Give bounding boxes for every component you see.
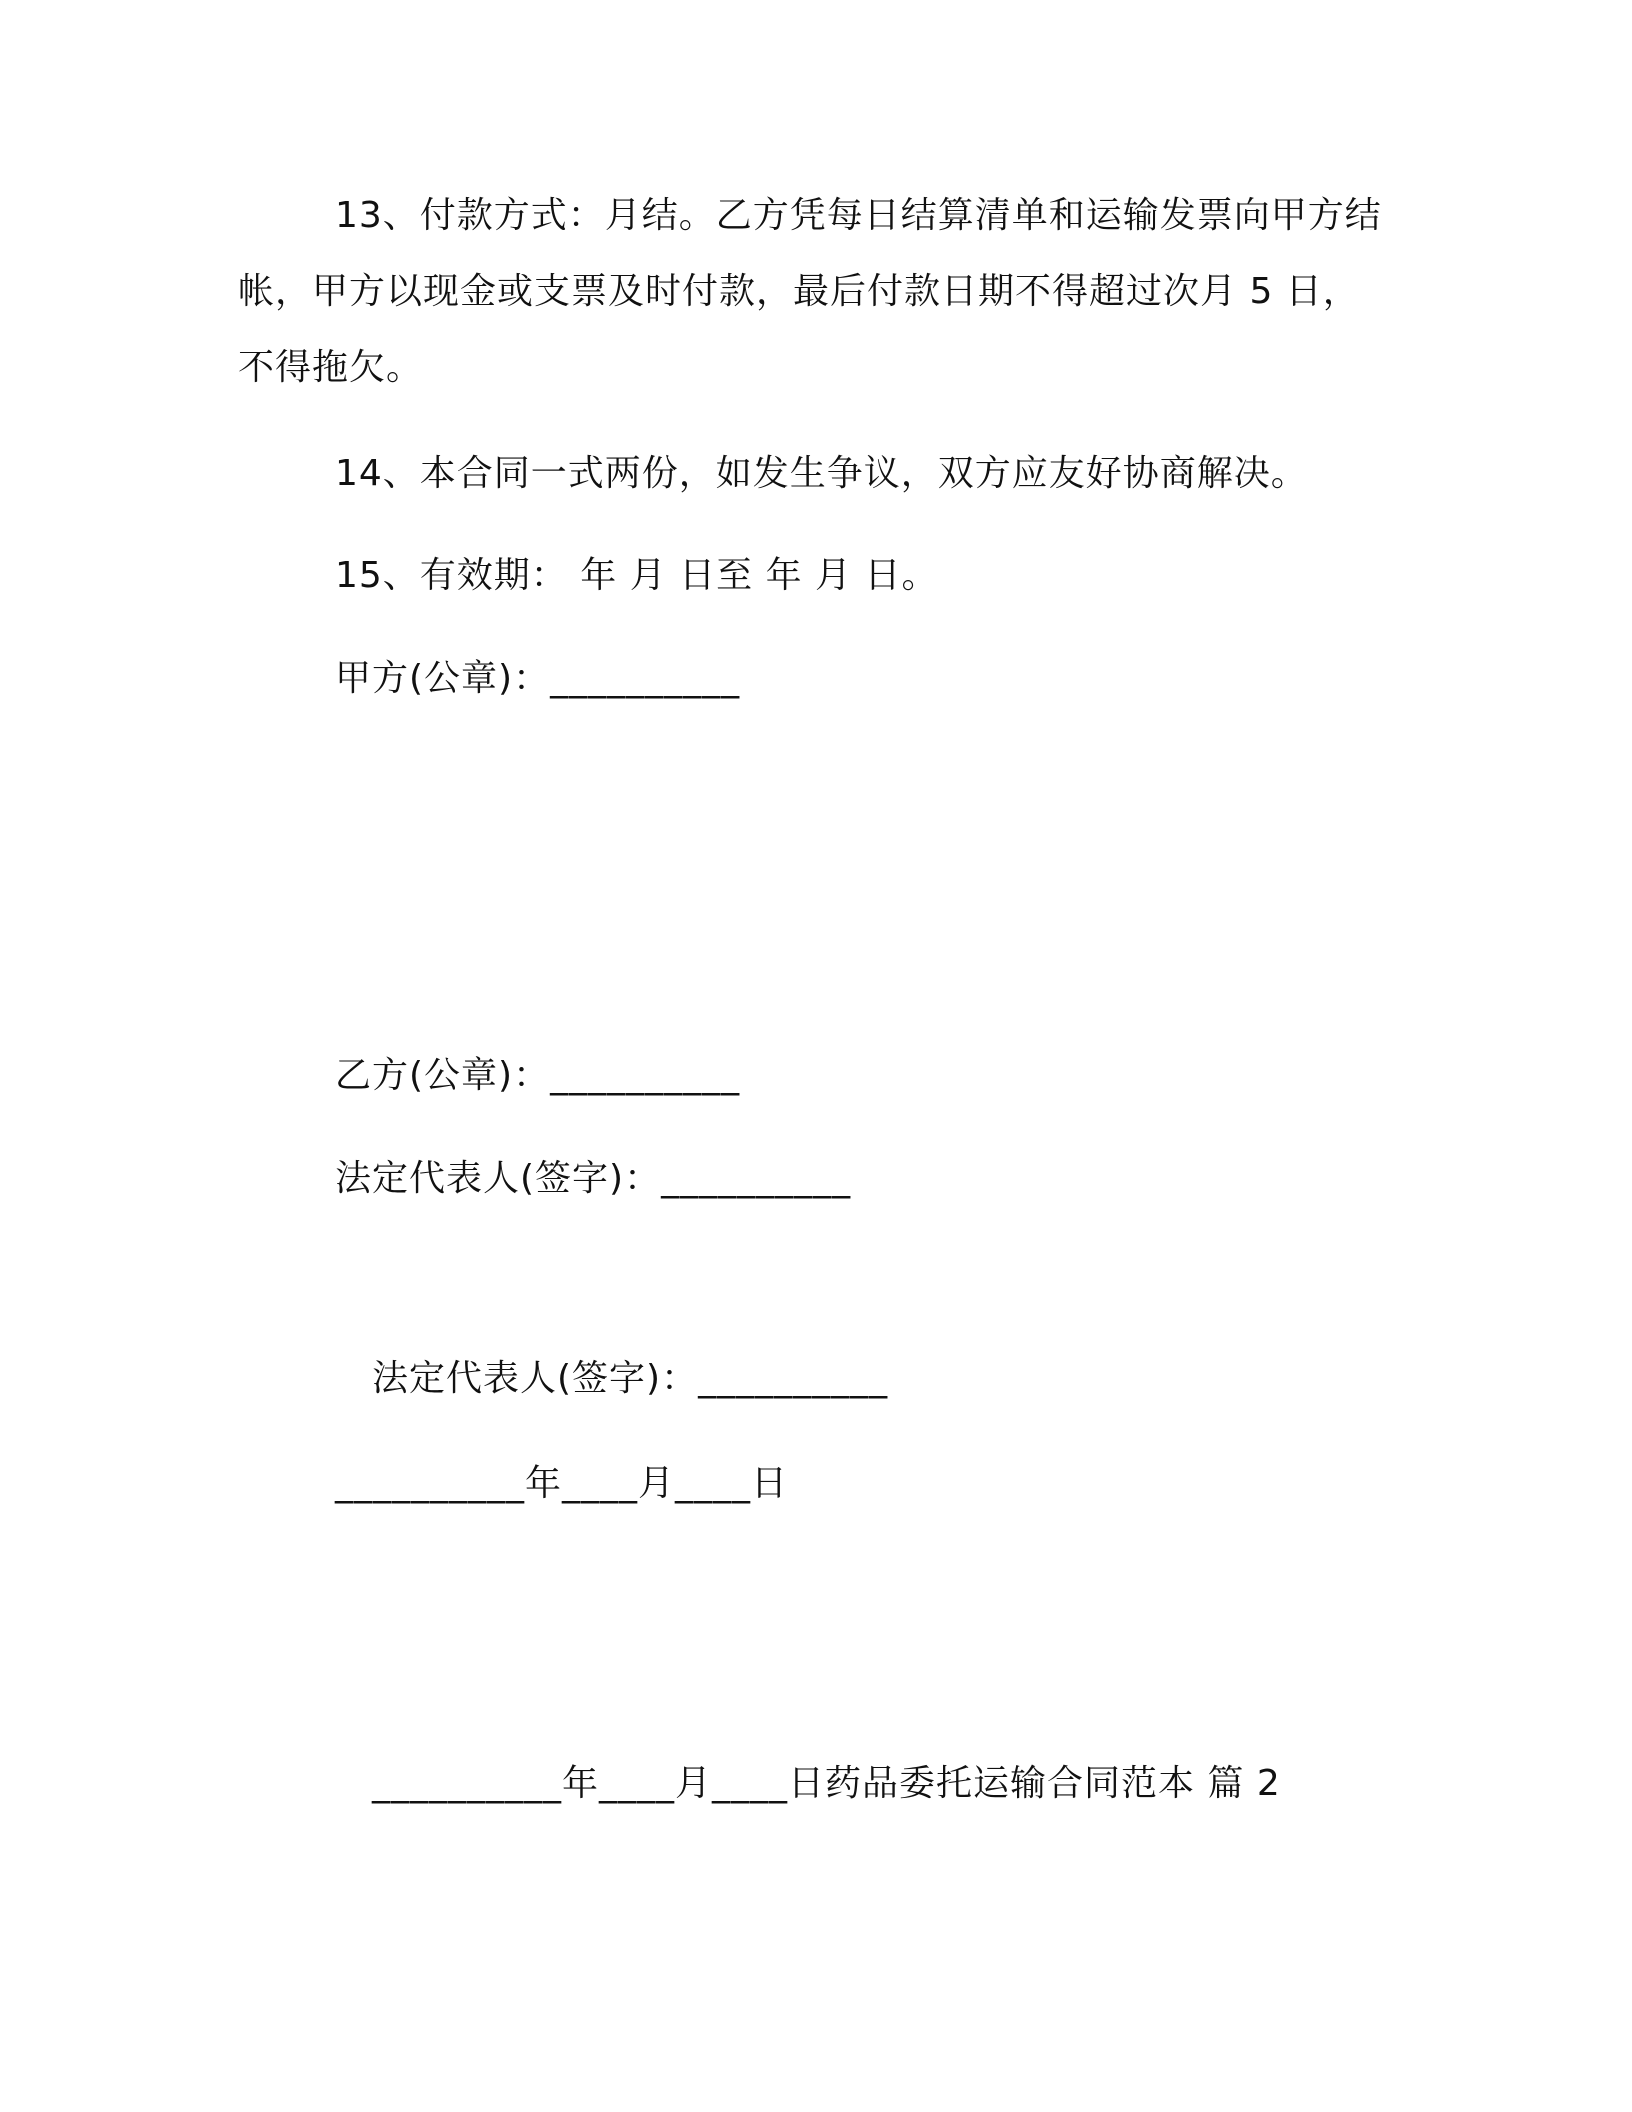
legal-representative-1: 法定代表人(签字)：__________: [335, 1158, 852, 1199]
next-section-title: __________年____月____日药品委托运输合同范本 篇 2: [372, 1763, 1281, 1804]
clause-15: 15、有效期： 年 月 日至 年 月 日。: [335, 555, 939, 596]
date-line: __________年____月____日: [335, 1463, 788, 1504]
clause-14: 14、本合同一式两份，如发生争议，双方应友好协商解决。: [335, 453, 1308, 494]
clause-13-line-2: 帐，甲方以现金或支票及时付款，最后付款日期不得超过次月 5 日，: [238, 271, 1360, 312]
party-a-seal: 甲方(公章)：__________: [335, 658, 741, 699]
clause-13-line-3: 不得拖欠。: [238, 347, 424, 388]
legal-representative-2: 法定代表人(签字)：__________: [372, 1358, 889, 1399]
clause-13-line-1: 13、付款方式：月结。乙方凭每日结算清单和运输发票向甲方结: [335, 195, 1382, 236]
party-b-seal: 乙方(公章)：__________: [335, 1055, 741, 1096]
